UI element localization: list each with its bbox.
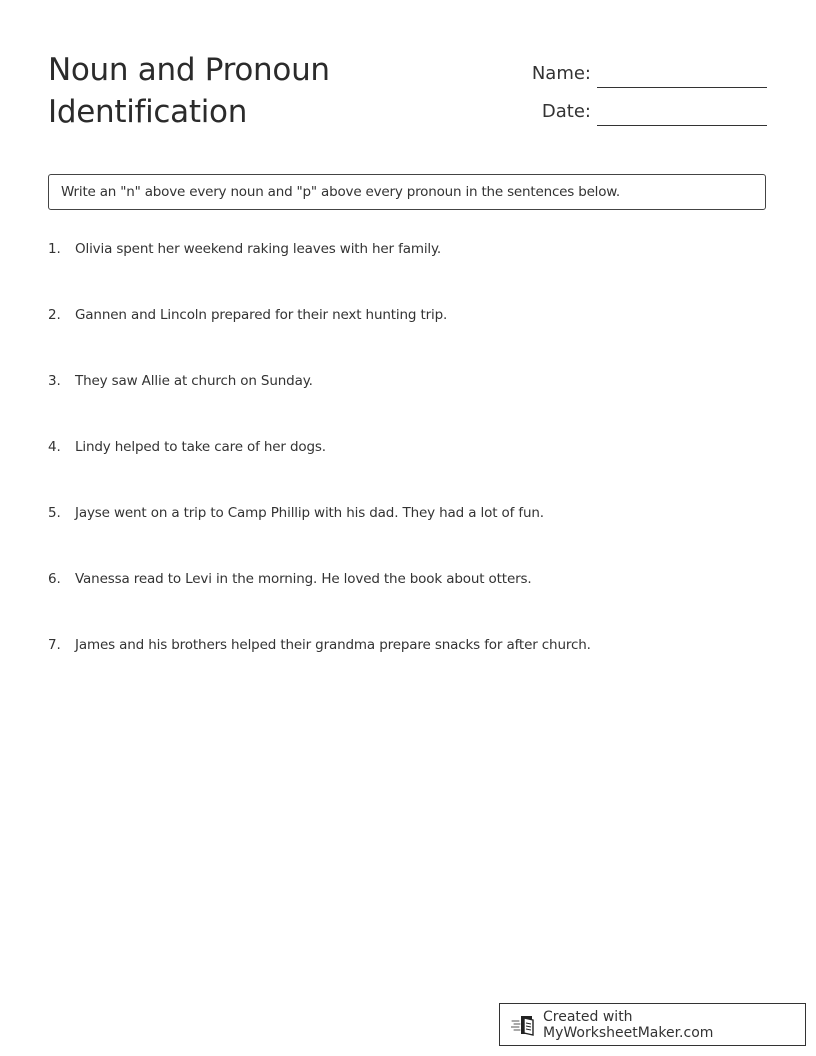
footer-credit-badge[interactable] xyxy=(499,1003,806,1046)
worksheet-title: Noun and Pronoun Identification xyxy=(48,52,330,130)
question-number: 2. xyxy=(48,307,61,323)
question-number: 3. xyxy=(48,373,61,389)
question-item xyxy=(48,238,768,304)
question-item xyxy=(48,502,768,568)
question-number: 1. xyxy=(48,241,61,257)
question-item xyxy=(48,634,768,700)
question-number: 7. xyxy=(48,637,61,653)
date-label: Date: xyxy=(541,101,591,122)
question-text: They saw Allie at church on Sunday. xyxy=(75,373,313,389)
question-text: Lindy helped to take care of her dogs. xyxy=(75,439,326,455)
footer-credit-text: Created with MyWorksheetMaker.com xyxy=(543,1008,714,1041)
question-item xyxy=(48,436,768,502)
name-blank-line[interactable] xyxy=(597,61,767,88)
instructions-box: Write an "n" above every noun and "p" above every pronoun in the sentences below. xyxy=(48,174,766,210)
question-number: 6. xyxy=(48,571,61,587)
question-list xyxy=(48,238,768,700)
worksheet-maker-logo-icon xyxy=(511,1014,537,1036)
name-label: Name: xyxy=(531,63,591,84)
date-field-row xyxy=(527,88,767,126)
question-text: James and his brothers helped their grandma prepare snacks for after church. xyxy=(75,637,591,653)
student-info-fields xyxy=(527,50,767,126)
question-item xyxy=(48,370,768,436)
name-field-row xyxy=(527,50,767,88)
question-number: 4. xyxy=(48,439,61,455)
question-text: Vanessa read to Levi in the morning. He loved the book about otters. xyxy=(75,571,532,587)
question-text: Olivia spent her weekend raking leaves with her family. xyxy=(75,241,442,257)
question-item xyxy=(48,304,768,370)
date-blank-line[interactable] xyxy=(597,99,767,126)
question-text: Gannen and Lincoln prepared for their next hunting trip. xyxy=(75,307,448,323)
question-text: Jayse went on a trip to Camp Phillip with his dad. They had a lot of fun. xyxy=(75,505,544,521)
question-item xyxy=(48,568,768,634)
question-number: 5. xyxy=(48,505,61,521)
